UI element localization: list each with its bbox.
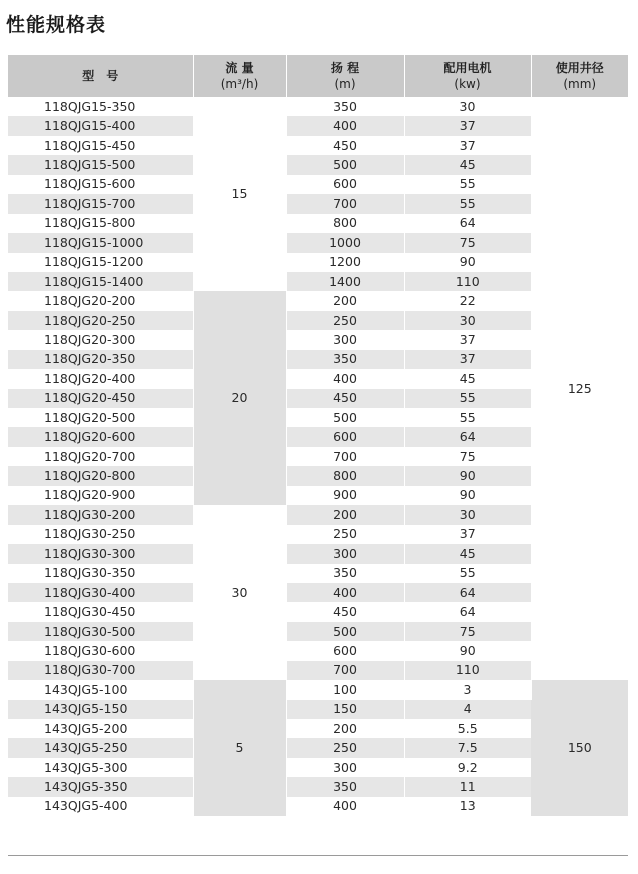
- motor-power-cell: 64: [404, 427, 531, 446]
- head-cell: 450: [286, 602, 404, 621]
- flow-cell: 5: [193, 680, 286, 816]
- model-cell: 118QJG20-600: [8, 427, 193, 446]
- motor-power-cell: 55: [404, 194, 531, 213]
- head-cell: 600: [286, 175, 404, 194]
- motor-power-cell: 11: [404, 777, 531, 796]
- header-flow: 流 量 (m³/h): [193, 55, 286, 97]
- flow-cell: 20: [193, 291, 286, 505]
- model-cell: 118QJG15-500: [8, 155, 193, 174]
- model-cell: 118QJG15-1000: [8, 233, 193, 252]
- model-cell: 118QJG30-350: [8, 564, 193, 583]
- model-cell: 118QJG30-250: [8, 525, 193, 544]
- head-cell: 250: [286, 525, 404, 544]
- head-cell: 100: [286, 680, 404, 699]
- motor-power-cell: 64: [404, 214, 531, 233]
- model-cell: 118QJG20-800: [8, 466, 193, 485]
- motor-power-cell: 75: [404, 447, 531, 466]
- table-row: [8, 680, 628, 699]
- head-cell: 400: [286, 116, 404, 135]
- head-cell: 300: [286, 544, 404, 563]
- model-cell: 118QJG15-350: [8, 97, 193, 116]
- motor-power-cell: 90: [404, 466, 531, 485]
- head-cell: 700: [286, 194, 404, 213]
- head-cell: 350: [286, 564, 404, 583]
- motor-power-cell: 64: [404, 602, 531, 621]
- model-cell: 118QJG20-350: [8, 350, 193, 369]
- motor-power-cell: 9.2: [404, 758, 531, 777]
- model-cell: 118QJG20-700: [8, 447, 193, 466]
- model-cell: 118QJG15-700: [8, 194, 193, 213]
- motor-power-cell: 55: [404, 175, 531, 194]
- model-cell: 143QJG5-400: [8, 797, 193, 816]
- model-cell: 118QJG20-500: [8, 408, 193, 427]
- model-cell: 118QJG15-1200: [8, 253, 193, 272]
- motor-power-cell: 45: [404, 155, 531, 174]
- model-cell: 143QJG5-250: [8, 738, 193, 757]
- motor-power-cell: 90: [404, 253, 531, 272]
- head-cell: 900: [286, 486, 404, 505]
- motor-power-cell: 55: [404, 408, 531, 427]
- motor-power-cell: 37: [404, 525, 531, 544]
- motor-power-cell: 90: [404, 486, 531, 505]
- head-cell: 400: [286, 797, 404, 816]
- motor-power-cell: 37: [404, 136, 531, 155]
- head-cell: 250: [286, 738, 404, 757]
- model-cell: 118QJG30-450: [8, 602, 193, 621]
- head-cell: 400: [286, 583, 404, 602]
- model-cell: 118QJG20-250: [8, 311, 193, 330]
- model-cell: 118QJG20-400: [8, 369, 193, 388]
- head-cell: 400: [286, 369, 404, 388]
- motor-power-cell: 3: [404, 680, 531, 699]
- motor-power-cell: 30: [404, 97, 531, 116]
- model-cell: 118QJG30-600: [8, 641, 193, 660]
- model-cell: 118QJG30-700: [8, 661, 193, 680]
- flow-cell: 15: [193, 97, 286, 291]
- head-cell: 1000: [286, 233, 404, 252]
- motor-power-cell: 64: [404, 583, 531, 602]
- model-cell: 118QJG15-600: [8, 175, 193, 194]
- header-head: 扬 程 (m): [286, 55, 404, 97]
- model-cell: 118QJG15-400: [8, 116, 193, 135]
- head-cell: 350: [286, 777, 404, 796]
- head-cell: 1400: [286, 272, 404, 291]
- head-cell: 700: [286, 447, 404, 466]
- motor-power-cell: 37: [404, 330, 531, 349]
- head-cell: 200: [286, 719, 404, 738]
- page-title: 性能规格表: [6, 14, 107, 36]
- motor-power-cell: 4: [404, 700, 531, 719]
- model-cell: 118QJG20-300: [8, 330, 193, 349]
- head-cell: 350: [286, 97, 404, 116]
- motor-power-cell: 30: [404, 311, 531, 330]
- motor-power-cell: 90: [404, 641, 531, 660]
- model-cell: 143QJG5-300: [8, 758, 193, 777]
- model-cell: 118QJG30-400: [8, 583, 193, 602]
- head-cell: 700: [286, 661, 404, 680]
- motor-power-cell: 5.5: [404, 719, 531, 738]
- head-cell: 500: [286, 622, 404, 641]
- motor-power-cell: 45: [404, 369, 531, 388]
- head-cell: 600: [286, 641, 404, 660]
- model-cell: 118QJG30-300: [8, 544, 193, 563]
- motor-power-cell: 30: [404, 505, 531, 524]
- model-cell: 118QJG20-450: [8, 389, 193, 408]
- model-cell: 143QJG5-150: [8, 700, 193, 719]
- motor-power-cell: 110: [404, 661, 531, 680]
- model-cell: 143QJG5-350: [8, 777, 193, 796]
- model-cell: 118QJG30-500: [8, 622, 193, 641]
- flow-cell: 30: [193, 505, 286, 680]
- head-cell: 500: [286, 408, 404, 427]
- motor-power-cell: 37: [404, 116, 531, 135]
- head-cell: 150: [286, 700, 404, 719]
- model-cell: 118QJG15-1400: [8, 272, 193, 291]
- head-cell: 200: [286, 291, 404, 310]
- table-row: [8, 97, 628, 116]
- motor-power-cell: 45: [404, 544, 531, 563]
- model-cell: 118QJG15-450: [8, 136, 193, 155]
- head-cell: 250: [286, 311, 404, 330]
- motor-power-cell: 22: [404, 291, 531, 310]
- table-body: [8, 97, 628, 816]
- header-row: [8, 55, 628, 97]
- header-motor: 配用电机 (kw): [404, 55, 531, 97]
- motor-power-cell: 55: [404, 564, 531, 583]
- head-cell: 600: [286, 427, 404, 446]
- header-model: 型 号: [8, 55, 193, 97]
- well-diameter-cell: 125: [531, 97, 628, 680]
- motor-power-cell: 55: [404, 389, 531, 408]
- motor-power-cell: 37: [404, 350, 531, 369]
- head-cell: 800: [286, 214, 404, 233]
- spec-table: [8, 55, 628, 816]
- motor-power-cell: 75: [404, 233, 531, 252]
- header-well: 使用井径 (mm): [531, 55, 628, 97]
- motor-power-cell: 7.5: [404, 738, 531, 757]
- head-cell: 450: [286, 136, 404, 155]
- table-bottom-rule: [8, 855, 628, 856]
- well-diameter-cell: 150: [531, 680, 628, 816]
- model-cell: 118QJG15-800: [8, 214, 193, 233]
- head-cell: 300: [286, 758, 404, 777]
- head-cell: 800: [286, 466, 404, 485]
- head-cell: 450: [286, 389, 404, 408]
- model-cell: 118QJG20-200: [8, 291, 193, 310]
- model-cell: 118QJG30-200: [8, 505, 193, 524]
- head-cell: 300: [286, 330, 404, 349]
- head-cell: 500: [286, 155, 404, 174]
- head-cell: 350: [286, 350, 404, 369]
- head-cell: 200: [286, 505, 404, 524]
- motor-power-cell: 110: [404, 272, 531, 291]
- head-cell: 1200: [286, 253, 404, 272]
- model-cell: 118QJG20-900: [8, 486, 193, 505]
- model-cell: 143QJG5-100: [8, 680, 193, 699]
- motor-power-cell: 13: [404, 797, 531, 816]
- model-cell: 143QJG5-200: [8, 719, 193, 738]
- motor-power-cell: 75: [404, 622, 531, 641]
